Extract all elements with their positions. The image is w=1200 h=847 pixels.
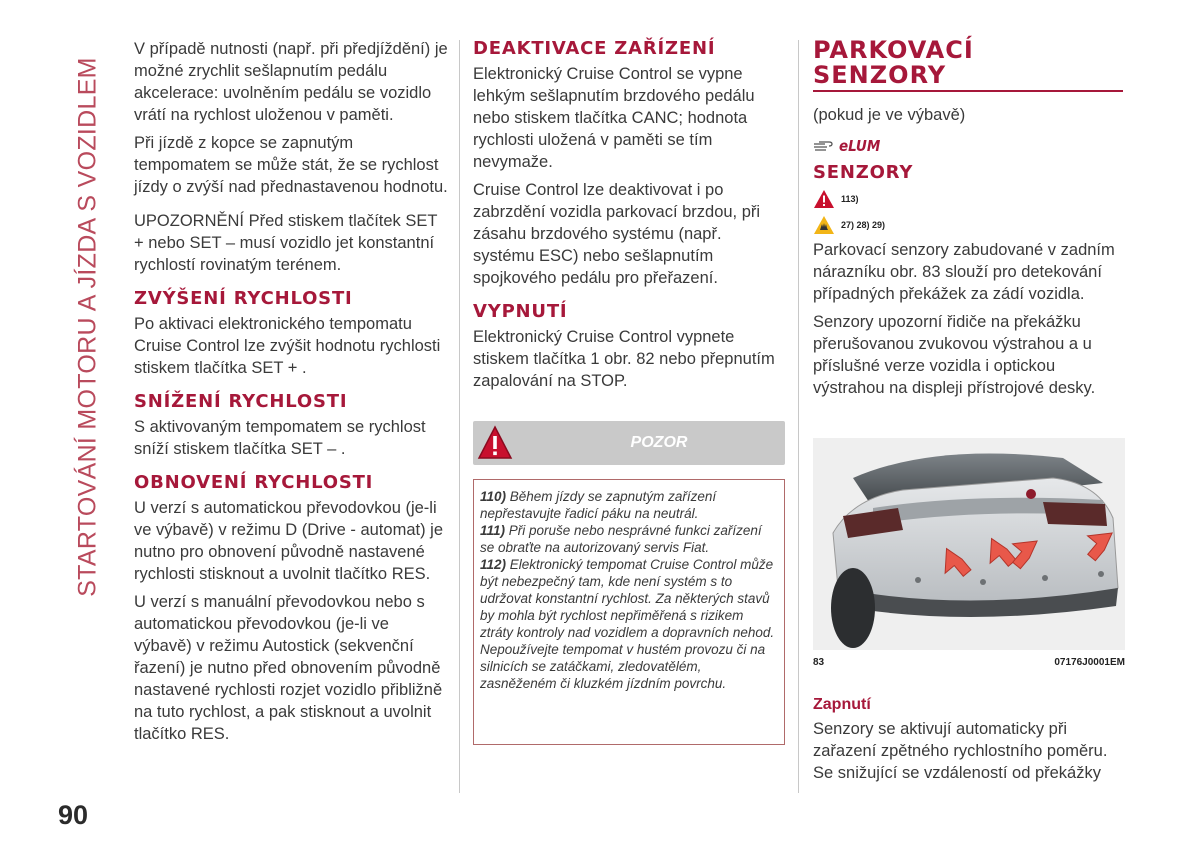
heading-increase-speed: ZVÝŠENÍ RYCHLOSTI [134,288,353,309]
paragraph: U verzí s automatickou převodovkou (je-li ve výbavě) v režimu D (Drive - automat) je nutno pro obnovení původně nastavené rychlosti stisknout a uvolnit tlačítko RES. [134,499,443,583]
warning-box [473,421,785,751]
warning-text: Během jízdy se zapnutým zařízení nepřestavujte řadicí páku na neutrál. [480,489,717,521]
paragraph: S aktivovaným tempomatem se rychlost sníží stiskem tlačítka SET – . [134,418,426,458]
heading-resume-speed: OBNOVENÍ RYCHLOSTI [134,472,374,493]
section-title-line2: SENZORY [813,61,947,89]
section-title [813,38,1123,92]
car-rear-illustration [813,438,1125,650]
heading-decrease-speed: SNÍŽENÍ RYCHLOSTI [134,391,348,412]
heading-switch-off: VYPNUTÍ [473,301,568,322]
heading-sensors: SENZORY [813,162,914,183]
figure-code: 07176J0001EM [1054,657,1125,668]
column-3 [813,38,1125,405]
caution-hand-icon [813,215,835,235]
heading-switch-on: Zapnutí [813,696,871,713]
danger-ref-text: 113) [841,194,859,204]
warning-text: Při poruše nebo nesprávné funkci zařízení se obraťte na autorizovaný servis Fiat. [480,523,762,555]
warning-ref: 112) [480,557,507,572]
column-2 [473,38,785,398]
section-title-line1: PARKOVACÍ [813,36,974,64]
warning-item-111 [480,522,778,556]
paragraph: V případě nutnosti (např. při předjíždění) je možné zrychlit sešlapnutím pedálu akcelerace: uvolněním pedálu se vozidlo vrátí na rychlost uloženou v paměti. [134,40,448,124]
paragraph: Po aktivaci elektronického tempomatu Cruise Control lze zvýšit hodnotu rychlosti stiskem tlačítka SET + . [134,315,441,377]
paragraph: Elektronický Cruise Control vypnete stiskem tlačítka 1 obr. 82 nebo přepnutím zapalování na STOP. [473,328,775,390]
eluf-label: eLUM [839,137,881,155]
warning-ref: 111) [480,523,506,538]
warning-title: POZOR [630,434,688,451]
paragraph: U verzí s manuální převodovkou nebo s automatickou převodovkou (je-li ve výbavě) v režimu Autostick (sekvenční řazení) je nutno před obnovením původně nastavené rychlosti rozjet vozidlo přibližně na tuto rychlost, a pak stisknout a uvolnit tlačítko RES. [134,593,443,743]
page-number: 90 [58,800,89,830]
chapter-title-text: STARTOVÁNÍ MOTORU A JÍZDA S VOZIDLEM [73,57,102,597]
paragraph: Cruise Control lze deaktivovat i po zabrzdění vozidla parkovací brzdou, při zásahu brzdového systému (např. systému ESC) nebo sešlapnutím spojkového pedálu pro přeřazení. [473,181,761,287]
warning-text: Elektronický tempomat Cruise Control může být nebezpečný tam, kde není systém s to udržovat konstantní rychlost. Za některých stavů by mohla být rychlost nepřiměřená s rizikem ztráty kontroly nad vozidlem a dopravních nehod. Nepoužívejte tempomat v hustém provozu či na silnicích se zatáčkami, zledovatělém, zasněženém či kluzkém jízdním povrchu. [480,557,775,691]
rear-bumper-sensors-figure [813,438,1125,650]
paragraph-note: UPOZORNĚNÍ Před stiskem tlačítek SET + nebo SET – musí vozidlo jet konstantní rychlostí rovinatým terénem. [134,212,438,274]
warning-item-112 [480,556,778,692]
figure-number: 83 [813,657,825,668]
column-1 [134,38,449,751]
paragraph: Senzory se aktivují automaticky při zařazení zpětného rychlostního poměru. Se snižující se vzdáleností od překážky [813,720,1108,782]
warning-body [473,479,785,745]
danger-triangle-icon [813,189,835,209]
paragraph: Parkovací senzory zabudované v zadním nárazníku obr. 83 slouží pro detekování případných překážek za zádí vozidla. [813,241,1115,303]
column-divider [459,40,460,793]
warning-ref: 110) [480,489,507,504]
column-3-bottom [813,696,1125,790]
column-divider [798,40,799,793]
pointing-hand-icon [813,139,835,153]
chapter-title-vertical [70,42,106,612]
danger-ref-row [813,187,1125,211]
paragraph: Při jízdě z kopce se zapnutým tempomatem se může stát, že se rychlost jízdy o zvýší nad přednastavenou hodnotu. [134,134,448,196]
caution-ref-text: 27) 28) 29) [841,220,886,230]
caution-ref-row [813,213,1125,237]
warning-header [473,421,785,465]
heading-deactivation: DEAKTIVACE ZAŘÍZENÍ [473,38,716,59]
paragraph: Senzory upozorní řidiče na překážku přerušovanou zvukovou výstrahou a u příslušné verze vozidla i optickou výstrahou na displeji přístrojové desky. [813,313,1096,397]
availability-note: (pokud je ve výbavě) [813,106,966,124]
paragraph: Elektronický Cruise Control se vypne lehkým sešlapnutím brzdového pedálu nebo stiskem tlačítka CANC; hodnota rychlosti uložená v paměti se tím nevymaže. [473,65,755,171]
eluf-marker [813,136,1125,156]
warning-item-110 [480,488,778,522]
